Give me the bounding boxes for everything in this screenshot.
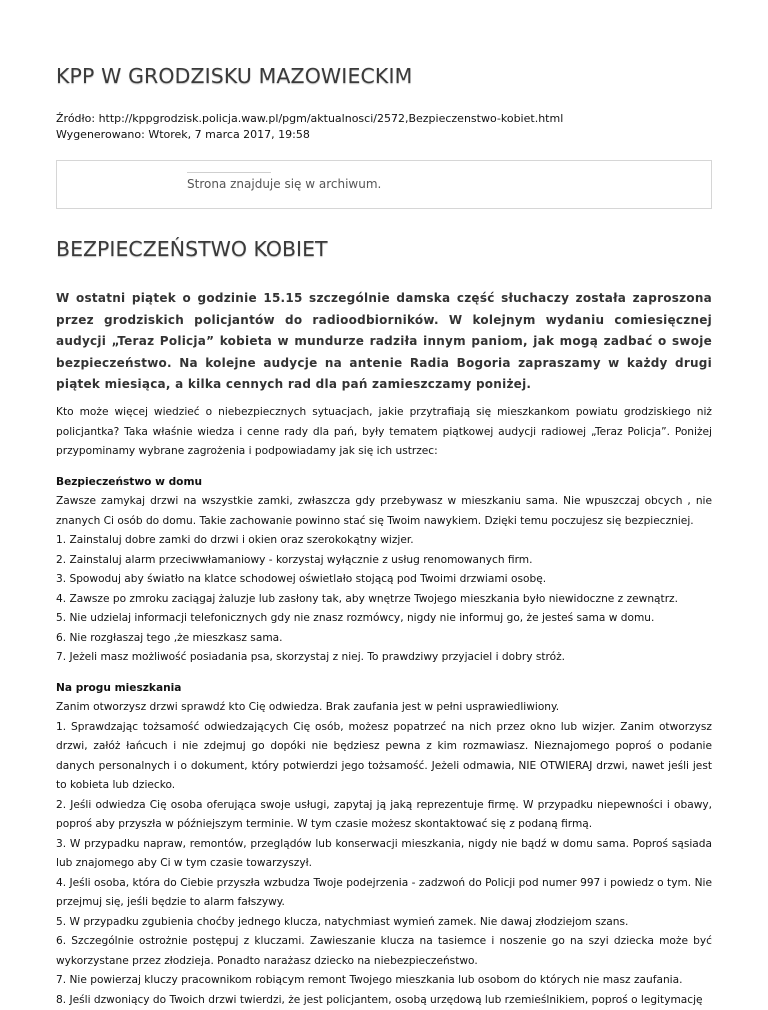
list-item: 7. Jeżeli masz możliwość posiadania psa, skorzystaj z niej. To prawdziwy przyjaciel i dobry stróż. (56, 648, 712, 668)
list-item: 5. W przypadku zgubienia choćby jednego klucza, natychmiast wymień zamek. Nie dawaj złodziejom szans. (56, 913, 712, 933)
list-item: 3. Spowoduj aby światło na klatce schodowej oświetlało stojącą pod Twoimi drzwiami osobę. (56, 570, 712, 590)
list-item: 1. Sprawdzając tożsamość odwiedzających Cię osób, możesz popatrzeć na nich przez okno lub wizjer. Zanim otworzysz drzwi, załóż łańcuch i nie zdejmuj go dopóki nie będziesz pewna z kim rozmawiasz. Nieznajomego poproś o podanie danych personalnych i o dokument, który potwierdzi jego tożsamość. Jeżeli odmawia, NIE OTWIERAJ drzwi, nawet jeśli jest to kobieta lub dziecko. (56, 718, 712, 796)
section-intro: Zanim otworzysz drzwi sprawdź kto Cię odwiedza. Brak zaufania jest w pełni usprawiedliwiony. (56, 698, 712, 718)
site-title: KPP W GRODZISKU MAZOWIECKIM (56, 64, 412, 88)
list-item: 3. W przypadku napraw, remontów, przeglądów lub konserwacji mieszkania, nigdy nie bądź w domu sama. Poproś sąsiada lub znajomego aby Ci w tym czasie towarzyszył. (56, 835, 712, 874)
article-intro: Kto może więcej wiedzieć o niebezpiecznych sytuacjach, jakie przytrafiają się mieszkankom powiatu grodziskiego niż policjantka? Taka właśnie wiedza i cenne rady dla pań, były tematem piątkowej audycji radiowej „Teraz Policja”. Poniżej przypominamy wybrane zagrożenia i podpowiadamy jak się ich ustrzec: (56, 403, 712, 462)
source-url: Źródło: http://kppgrodzisk.policja.waw.pl/pgm/aktualnosci/2572,Bezpieczenstwo-kobiet.html (56, 111, 563, 127)
archive-notice: Strona znajduje się w archiwum. (187, 177, 381, 191)
article-title: BEZPIECZEŃSTWO KOBIET (56, 237, 328, 261)
section-heading-doorstep: Na progu mieszkania (56, 679, 712, 699)
list-item: 7. Nie powierzaj kluczy pracownikom robiącym remont Twojego mieszkania lub osobom do których nie masz zaufania. (56, 971, 712, 991)
archive-notice-box (56, 160, 712, 209)
list-item: 5. Nie udzielaj informacji telefonicznych gdy nie znasz rozmówcy, nigdy nie informuj go, że jesteś sama w domu. (56, 609, 712, 629)
list-item: 2. Jeśli odwiedza Cię osoba oferująca swoje usługi, zapytaj ją jaką reprezentuje firmę. W przypadku niepewności i obawy, poproś aby przyszła w późniejszym terminie. W tym czasie możesz skontaktować się z podaną firmą. (56, 796, 712, 835)
section-heading-home-safety: Bezpieczeństwo w domu (56, 473, 712, 493)
list-item: 4. Zawsze po zmroku zaciągaj żaluzje lub zasłony tak, aby wnętrze Twojego mieszkania było niewidoczne z zewnątrz. (56, 590, 712, 610)
section-intro: Zawsze zamykaj drzwi na wszystkie zamki, zwłaszcza gdy przebywasz w mieszkaniu sama. Nie wpuszczaj obcych , nie znanych Ci osób do domu. Takie zachowanie powinno stać się Twoim nawykiem. Dzięki temu poczujesz się bezpieczniej. (56, 492, 712, 531)
source-meta (56, 111, 563, 142)
generated-date: Wygenerowano: Wtorek, 7 marca 2017, 19:58 (56, 127, 563, 143)
list-item: 4. Jeśli osoba, która do Ciebie przyszła wzbudza Twoje podejrzenia - zadzwoń do Policji pod numer 997 i powiedz o tym. Nie przejmuj się, jeśli będzie to alarm fałszywy. (56, 874, 712, 913)
list-item: 2. Zainstaluj alarm przeciwwłamaniowy - korzystaj wyłącznie z usług renomowanych firm. (56, 551, 712, 571)
article-body (56, 403, 712, 1010)
list-item: 1. Zainstaluj dobre zamki do drzwi i okien oraz szerokokątny wizjer. (56, 531, 712, 551)
archive-divider (187, 172, 271, 173)
list-item: 8. Jeśli dzwoniący do Twoich drzwi twierdzi, że jest policjantem, osobą urzędową lub rzemieślnikiem, poproś o legitymację (56, 991, 712, 1010)
list-item: 6. Nie rozgłaszaj tego ,że mieszkasz sama. (56, 629, 712, 649)
article-lead: W ostatni piątek o godzinie 15.15 szczególnie damska część słuchaczy została zaproszona przez grodziskich policjantów do radioodbiorników. W kolejnym wydaniu comiesięcznej audycji „Teraz Policja” kobieta w mundurze radziła innym paniom, jak mogą zadbać o swoje bezpieczeństwo. Na kolejne audycje na antenie Radia Bogoria zapraszamy w każdy drugi piątek miesiąca, a kilka cennych rad dla pań zamieszczamy poniżej. (56, 288, 712, 396)
list-item: 6. Szczególnie ostrożnie postępuj z kluczami. Zawieszanie klucza na tasiemce i noszenie go na szyi dziecka może być wykorzystane przez złodzieja. Ponadto narażasz dziecko na niebezpieczeństwo. (56, 932, 712, 971)
